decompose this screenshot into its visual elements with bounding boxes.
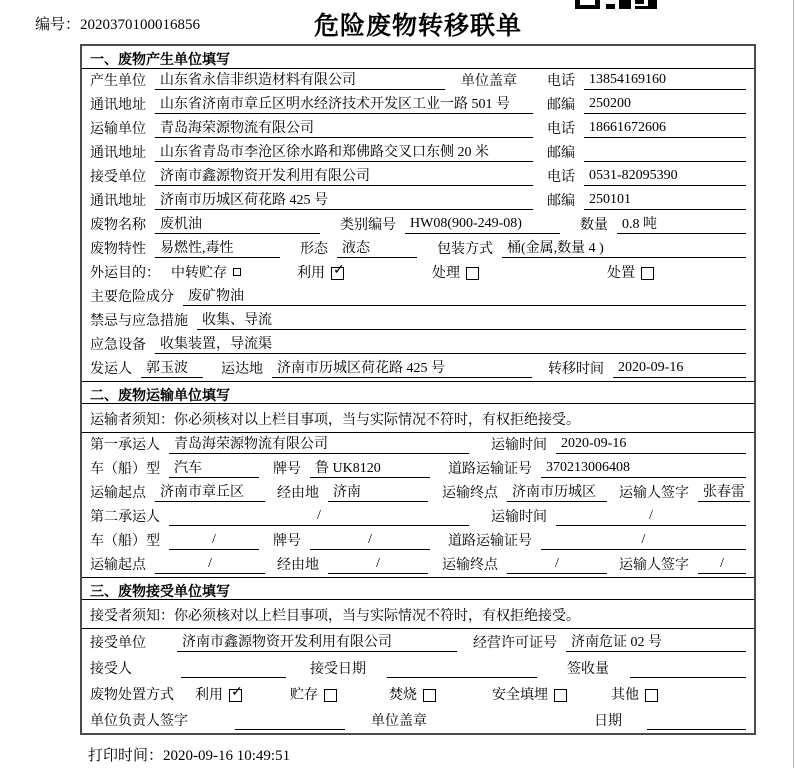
transfer-purpose-row bbox=[82, 261, 754, 285]
received-qty-field bbox=[630, 660, 746, 678]
zip-label: 邮编 bbox=[547, 98, 575, 113]
carrier-sign-field: 张春雷 bbox=[698, 481, 750, 502]
accept-date-label: 接受日期 bbox=[310, 662, 366, 677]
quantity-label: 数量 bbox=[580, 218, 608, 233]
section-transporter bbox=[82, 381, 754, 577]
manager-sign-label: 单位负责人签字 bbox=[90, 714, 188, 729]
transport-time-field: 2020-09-16 bbox=[556, 436, 746, 454]
acceptor-label: 接受人 bbox=[90, 662, 132, 677]
destination-field: 济南市历城区荷花路 425 号 bbox=[272, 357, 532, 378]
equipment-field: 收集装置，导流渠 bbox=[155, 333, 746, 354]
zip-label: 邮编 bbox=[547, 194, 575, 209]
packing-label: 包装方式 bbox=[437, 242, 493, 257]
transporter-notice: 运输者须知：你必须核对以上栏目事项，当与实际情况不符时，有权拒绝接受。 bbox=[82, 404, 754, 433]
phone-value-field: 18661672606 bbox=[584, 120, 746, 138]
accept-unit-field: 济南市鑫源物资开发利用有限公司 bbox=[177, 631, 457, 652]
acceptor-row bbox=[82, 655, 754, 681]
vehicle-type-label: 车（船）型 bbox=[90, 462, 160, 477]
zip-value-field bbox=[584, 144, 746, 162]
purpose-option-treat: 处理 bbox=[432, 262, 479, 282]
page-edge-line bbox=[793, 0, 794, 768]
accept-date-field bbox=[387, 660, 537, 678]
via-label: 经由地 bbox=[277, 486, 319, 501]
second-carrier-field: / bbox=[169, 508, 469, 526]
transport-time-label: 运输时间 bbox=[491, 510, 547, 525]
road-license-label: 道路运输证号 bbox=[448, 462, 532, 477]
producer-address-row bbox=[82, 93, 754, 117]
checkbox-icon bbox=[645, 689, 658, 702]
route-row bbox=[82, 481, 754, 505]
character-label: 废物特性 bbox=[90, 242, 146, 257]
equipment-label: 应急设备 bbox=[90, 338, 146, 353]
address-label: 通讯地址 bbox=[90, 194, 146, 209]
producer-value-field: 山东省永信非织造材料有限公司 bbox=[155, 69, 445, 90]
terminus-label: 运输终点 bbox=[442, 558, 498, 573]
disposal-label: 废物处置方式 bbox=[90, 688, 174, 703]
permit-label: 经营许可证号 bbox=[473, 636, 557, 651]
purpose-label: 外运目的： bbox=[90, 266, 160, 281]
carrier-sign-label: 运输人签字 bbox=[619, 486, 689, 501]
receiver-label: 接受单位 bbox=[90, 170, 146, 185]
disposal-option-landfill: 安全填埋 bbox=[492, 684, 567, 704]
checkbox-checked-icon bbox=[331, 267, 344, 280]
print-time-value: 2020-09-16 10:49:51 bbox=[163, 748, 291, 764]
via-field: / bbox=[328, 556, 428, 574]
hazard-label: 主要危险成分 bbox=[90, 290, 174, 305]
section-receiver bbox=[82, 577, 754, 733]
manifest-form bbox=[80, 44, 756, 735]
form-label: 形态 bbox=[300, 242, 328, 257]
disposal-method-row bbox=[82, 681, 754, 707]
zip-value-field: 250101 bbox=[584, 192, 746, 210]
disposal-option-other: 其他 bbox=[611, 684, 658, 704]
phone-label: 电话 bbox=[547, 170, 575, 185]
receiver-address-row bbox=[82, 189, 754, 213]
checkbox-icon bbox=[554, 689, 567, 702]
waste-character-row bbox=[82, 237, 754, 261]
document-number-label: 编号： bbox=[35, 17, 81, 33]
purpose-option-dispose: 处置 bbox=[607, 262, 654, 282]
phone-label: 电话 bbox=[547, 74, 575, 89]
receiver-row bbox=[82, 165, 754, 189]
address-value-field: 山东省济南市章丘区明水经济技术开发区工业一路 501 号 bbox=[155, 93, 533, 114]
dispatcher-label: 发运人 bbox=[90, 362, 132, 377]
plate-field: / bbox=[310, 532, 430, 550]
taboo-measures-row bbox=[82, 309, 754, 333]
origin-label: 运输起点 bbox=[90, 486, 146, 501]
taboo-field: 收集、导流 bbox=[197, 309, 746, 330]
zip-value-field: 250200 bbox=[584, 96, 746, 114]
transfer-time-label: 转移时间 bbox=[548, 362, 604, 377]
section-receiver-title: 三、废物接受单位填写 bbox=[82, 577, 754, 600]
terminus-field: 济南市历城区 bbox=[507, 481, 607, 502]
manager-sign-field bbox=[235, 712, 345, 730]
date-field bbox=[647, 712, 746, 730]
checkbox-icon bbox=[466, 267, 479, 280]
via-label: 经由地 bbox=[277, 558, 319, 573]
terminus-label: 运输终点 bbox=[442, 486, 498, 501]
producer-row bbox=[82, 69, 754, 93]
transporter-row bbox=[82, 117, 754, 141]
first-carrier-label: 第一承运人 bbox=[90, 438, 160, 453]
vehicle-type-field: 汽车 bbox=[169, 457, 259, 478]
document-header bbox=[0, 0, 796, 44]
hazard-component-row bbox=[82, 285, 754, 309]
via-field: 济南 bbox=[328, 481, 428, 502]
unit-seal-label: 单位盖章 bbox=[461, 74, 517, 89]
producer-label: 产生单位 bbox=[90, 74, 146, 89]
plate-field: 鲁 UK8120 bbox=[310, 457, 430, 478]
phone-value-field: 13854169160 bbox=[584, 72, 746, 90]
zip-label: 邮编 bbox=[547, 146, 575, 161]
first-carrier-row bbox=[82, 433, 754, 457]
origin-label: 运输起点 bbox=[90, 558, 146, 573]
quantity-field: 0.8 吨 bbox=[617, 213, 746, 234]
transporter-label: 运输单位 bbox=[90, 122, 146, 137]
transfer-time-field: 2020-09-16 bbox=[613, 360, 746, 378]
address-label: 通讯地址 bbox=[90, 98, 146, 113]
address-label: 通讯地址 bbox=[90, 146, 146, 161]
waste-name-field: 废机油 bbox=[155, 213, 320, 234]
section-transporter-title: 二、废物运输单位填写 bbox=[82, 381, 754, 404]
checkbox-icon bbox=[423, 689, 436, 702]
road-license-field: 370213006408 bbox=[541, 460, 746, 478]
disposal-option-incinerate: 焚烧 bbox=[389, 684, 436, 704]
road-license-field: / bbox=[541, 532, 746, 550]
purpose-option-storage: 中转贮存 bbox=[171, 262, 241, 282]
carrier-sign-label: 运输人签字 bbox=[619, 558, 689, 573]
accept-unit-label: 接受单位 bbox=[90, 636, 146, 651]
waste-name-label: 废物名称 bbox=[90, 218, 146, 233]
transport-time-label: 运输时间 bbox=[491, 438, 547, 453]
address-value-field: 济南市历城区荷花路 425 号 bbox=[155, 189, 533, 210]
dispatcher-field: 郭玉波 bbox=[141, 357, 203, 378]
category-field: HW08(900-249-08) bbox=[405, 216, 560, 234]
checkbox-checked-icon bbox=[229, 689, 242, 702]
address-value-field: 山东省青岛市李沧区徐水路和郑佛路交叉口东侧 20 米 bbox=[155, 141, 533, 162]
vehicle-row-2 bbox=[82, 529, 754, 553]
received-qty-label: 签收量 bbox=[567, 662, 609, 677]
disposal-option-utilize: 利用 ✓ bbox=[195, 684, 242, 704]
terminus-field: / bbox=[507, 556, 607, 574]
character-field: 易燃性,毒性 bbox=[155, 237, 280, 258]
taboo-label: 禁忌与应急措施 bbox=[90, 314, 188, 329]
document-title: 危险废物转移联单 bbox=[313, 12, 522, 40]
route-row-2 bbox=[82, 553, 754, 577]
phone-value-field: 0531-82095390 bbox=[584, 168, 746, 186]
date-label: 日期 bbox=[594, 714, 622, 729]
transporter-address-row bbox=[82, 141, 754, 165]
packing-field: 桶(金属,数量 4 ) bbox=[502, 237, 746, 258]
transporter-value-field: 青岛海荣源物流有限公司 bbox=[155, 117, 533, 138]
hazard-field: 废矿物油 bbox=[183, 285, 746, 306]
checkbox-icon bbox=[324, 689, 337, 702]
print-time-label: 打印时间： bbox=[88, 748, 164, 764]
category-label: 类别编号 bbox=[340, 218, 396, 233]
receiver-value-field: 济南市鑫源物资开发利用有限公司 bbox=[155, 165, 533, 186]
form-field: 液态 bbox=[337, 237, 417, 258]
origin-field: 济南市章丘区 bbox=[155, 481, 265, 502]
disposal-option-store: 贮存 bbox=[290, 684, 337, 704]
vehicle-type-label: 车（船）型 bbox=[90, 534, 160, 549]
vehicle-row bbox=[82, 457, 754, 481]
carrier-sign-field: / bbox=[698, 556, 746, 574]
destination-label: 运达地 bbox=[221, 362, 263, 377]
checkbox-icon bbox=[641, 267, 654, 280]
section-producer bbox=[82, 46, 754, 381]
plate-label: 牌号 bbox=[273, 462, 301, 477]
document-number-value: 2020370100016856 bbox=[80, 17, 201, 33]
dispatcher-row bbox=[82, 357, 754, 381]
first-carrier-field: 青岛海荣源物流有限公司 bbox=[169, 433, 469, 454]
permit-field: 济南危证 02 号 bbox=[566, 631, 746, 652]
waste-name-row bbox=[82, 213, 754, 237]
second-carrier-label: 第二承运人 bbox=[90, 510, 160, 525]
road-license-label: 道路运输证号 bbox=[448, 534, 532, 549]
section-producer-title: 一、废物产生单位填写 bbox=[82, 46, 754, 69]
phone-label: 电话 bbox=[547, 122, 575, 137]
unit-seal-label: 单位盖章 bbox=[371, 714, 427, 729]
accept-unit-row bbox=[82, 629, 754, 655]
emergency-equipment-row bbox=[82, 333, 754, 357]
checkbox-icon bbox=[233, 268, 241, 276]
purpose-option-utilize: 利用 ✓ bbox=[297, 262, 344, 282]
vehicle-type-field: / bbox=[169, 532, 259, 550]
print-time bbox=[88, 744, 796, 765]
receiver-notice: 接受者须知：你必须核对以上栏目事项，当与实际情况不符时，有权拒绝接受。 bbox=[82, 600, 754, 629]
origin-field: / bbox=[155, 556, 265, 574]
acceptor-field bbox=[181, 660, 286, 678]
second-carrier-row bbox=[82, 505, 754, 529]
manager-signature-row bbox=[82, 707, 754, 733]
transport-time-field: / bbox=[556, 508, 746, 526]
plate-label: 牌号 bbox=[273, 534, 301, 549]
